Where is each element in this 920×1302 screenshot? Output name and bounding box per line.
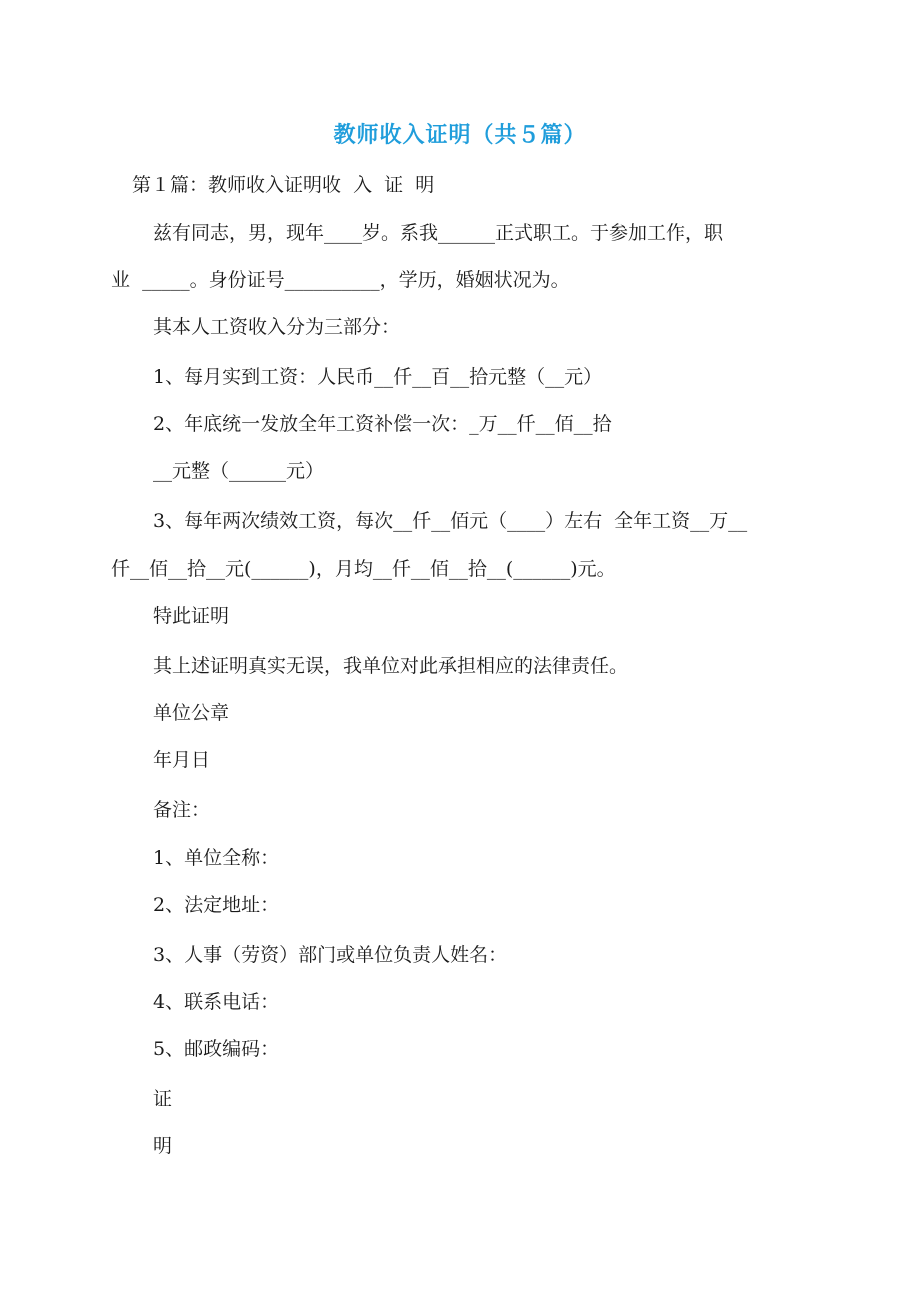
paragraph-line: 明	[153, 1135, 173, 1157]
paragraph-line: 3、人事（劳资）部门或单位负责人姓名：	[153, 944, 508, 966]
paragraph-line: 备注：	[153, 799, 211, 821]
paragraph-line: 年月日	[153, 749, 211, 771]
paragraph-line: 其上述证明真实无误，我单位对此承担相应的法律责任。	[153, 655, 629, 677]
paragraph-line: 兹有同志，男，现年____岁。系我______正式职工。于参加工作，职	[153, 222, 724, 244]
paragraph-line: 1、每月实到工资：人民币__仟__百__拾元整（__元）	[153, 366, 603, 388]
paragraph-line: 特此证明	[153, 605, 230, 627]
paragraph-line: 1、单位全称：	[153, 847, 280, 869]
paragraph-line: 证	[153, 1088, 173, 1110]
paragraph-line: __元整（______元）	[153, 460, 325, 482]
paragraph-line: 5、邮政编码：	[153, 1038, 280, 1060]
paragraph-line: 单位公章	[153, 702, 230, 724]
paragraph-line: 2、法定地址：	[153, 894, 280, 916]
paragraph-line: 4、联系电话：	[153, 991, 280, 1013]
document-title: 教师收入证明（共５篇）	[333, 122, 587, 148]
paragraph-line: 业 _____。身份证号__________，学历，婚姻状况为。	[111, 269, 570, 291]
paragraph-line: 仟__佰__拾__元(______)，月均__仟__佰__拾__(______)元。	[111, 558, 616, 580]
paragraph-line: 其本人工资收入分为三部分：	[153, 316, 401, 338]
paragraph-line: 3、每年两次绩效工资，每次__仟__佰元（____）左右 全年工资__万__	[153, 510, 748, 532]
paragraph-line: 2、年底统一发放全年工资补偿一次：_万__仟__佰__拾	[153, 413, 612, 435]
section-subtitle: 第１篇：教师收入证明收 入 证 明	[132, 174, 435, 196]
